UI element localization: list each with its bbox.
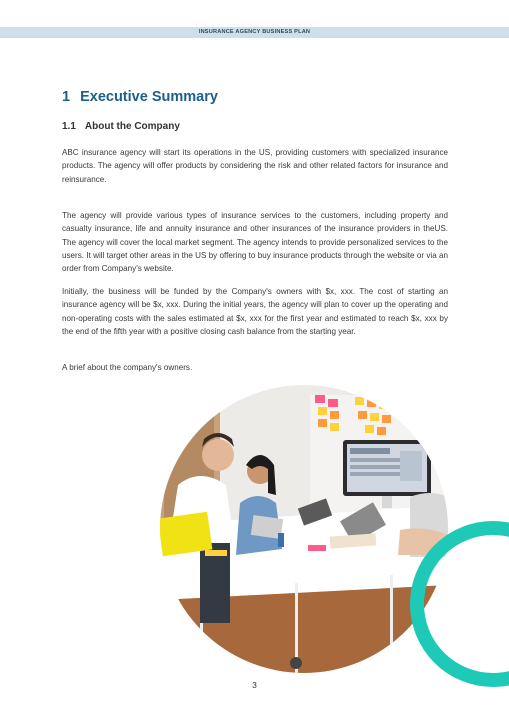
paragraph-services: The agency will provide various types of insurance services to the customers, including property and casualty insurance, life and annuity insurance and other insurances of the insurance providers in theUS. The agency will cover the local market segment. The agency intends to provide personalized services to the users. It will target other areas in the US by offering to buy insurance products through the website or via an order from Company's website.	[62, 211, 448, 274]
running-header-title: INSURANCE AGENCY BUSINESS PLAN	[198, 29, 311, 35]
office-meeting-photo	[160, 385, 448, 673]
paragraph-owners: A brief about the company's owners.	[62, 363, 193, 372]
subsection-heading	[62, 121, 180, 132]
paragraph-intro: ABC insurance agency will start its operations in the US, providing customers with specialized insurance products. The agency will offer products by considering the risk and other related factors for insurance and reinsurance.	[62, 148, 448, 184]
subsection-title: About the Company	[84, 121, 180, 132]
paragraph-funding: Initially, the business will be funded by the Company's owners with $x, xxx. The cost of starting an insurance agency will be $x, xxx. During the initial years, the agency will plan to cover up the operating and non-operating costs with the sales estimated at $x, xxx for the first year and estimated to reach $x, xxx by the end of the fifth year with a positive closing cash balance from the starting year.	[62, 287, 448, 336]
running-header	[0, 27, 509, 38]
section-heading	[62, 89, 218, 105]
page-number: 3	[252, 680, 257, 690]
section-number: 1	[62, 89, 71, 105]
subsection-number: 1.1	[62, 121, 76, 132]
section-title: Executive Summary	[80, 89, 218, 105]
